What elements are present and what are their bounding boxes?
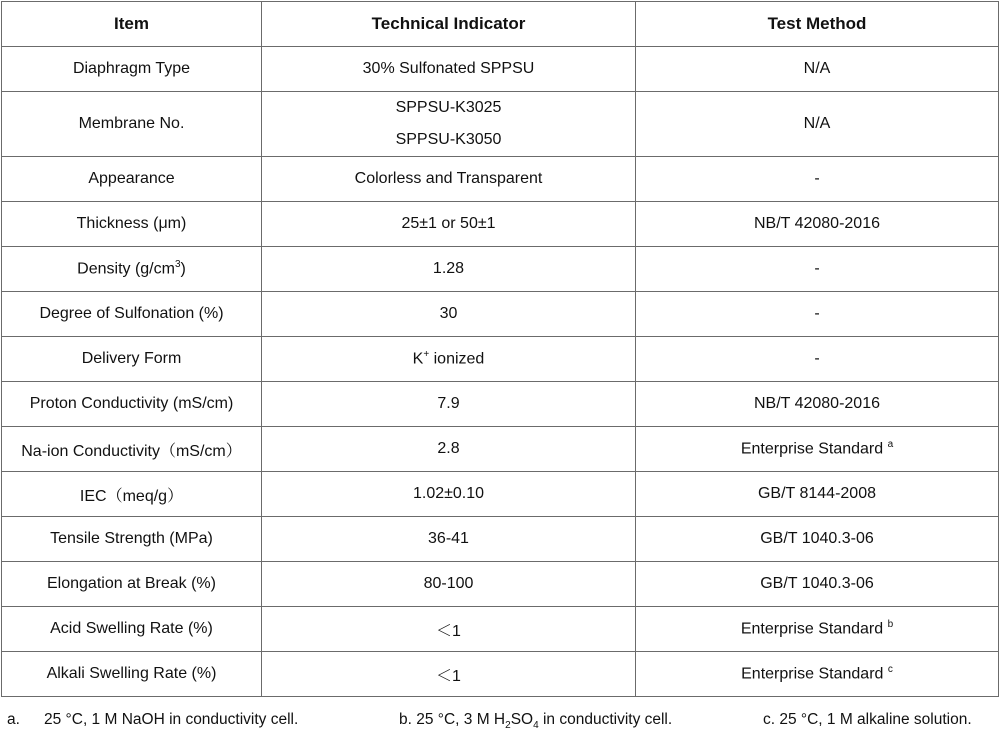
membrane-number: SPPSU-K3050 — [395, 131, 502, 148]
footnote-text: c. 25 °C, 1 M alkaline solution. — [763, 711, 972, 728]
indicator-text: K — [412, 350, 424, 368]
footnote-b — [399, 711, 672, 731]
method-text: Enterprise Standard — [740, 440, 888, 458]
subscript: 2 — [505, 720, 511, 732]
method-cell: - — [636, 337, 999, 382]
indicator-cell: 2.8 — [262, 427, 636, 472]
footnote-marker: a — [887, 439, 894, 451]
indicator-cell: 1.02±0.10 — [262, 472, 636, 517]
footnote-label: a. — [7, 711, 20, 728]
header-technical-indicator: Technical Indicator — [262, 2, 636, 47]
footnote-a — [7, 711, 298, 729]
method-cell: NB/T 42080-2016 — [636, 202, 999, 247]
table-row — [2, 157, 999, 202]
footnote-marker: b — [887, 619, 894, 631]
table-row — [2, 247, 999, 292]
indicator-cell: 25±1 or 50±1 — [262, 202, 636, 247]
table-row — [2, 652, 999, 697]
subscript: 4 — [533, 720, 539, 732]
table-row — [2, 292, 999, 337]
method-text: Enterprise Standard — [741, 665, 888, 683]
method-cell: GB/T 8144-2008 — [636, 472, 999, 517]
method-cell: NB/T 42080-2016 — [636, 382, 999, 427]
spec-table — [1, 1, 999, 697]
item-text-end: ) — [180, 260, 186, 278]
method-cell — [636, 607, 999, 652]
indicator-cell: ＜1 — [262, 607, 636, 652]
table-row — [2, 517, 999, 562]
indicator-cell: ＜1 — [262, 652, 636, 697]
footnote-text: SO — [510, 711, 534, 728]
footnote-marker: c — [887, 664, 893, 676]
table-row — [2, 337, 999, 382]
indicator-cell: 7.9 — [262, 382, 636, 427]
table-row — [2, 47, 999, 92]
item-cell: Thickness (μm) — [2, 202, 262, 247]
indicator-text-end: ionized — [429, 350, 485, 368]
item-cell: IEC（meq/g） — [2, 472, 262, 517]
indicator-cell: 36-41 — [262, 517, 636, 562]
indicator-cell: 30 — [262, 292, 636, 337]
footnote-text: in conductivity cell. — [538, 711, 673, 728]
membrane-number: SPPSU-K3025 — [395, 99, 502, 116]
footnote-c — [763, 711, 972, 729]
item-cell: Na-ion Conductivity（mS/cm） — [2, 427, 262, 472]
method-cell: GB/T 1040.3-06 — [636, 517, 999, 562]
method-cell: GB/T 1040.3-06 — [636, 562, 999, 607]
item-cell: Diaphragm Type — [2, 47, 262, 92]
indicator-cell: 1.28 — [262, 247, 636, 292]
table-row — [2, 382, 999, 427]
item-cell: Elongation at Break (%) — [2, 562, 262, 607]
footnotes — [0, 708, 999, 734]
item-cell: Proton Conductivity (mS/cm) — [2, 382, 262, 427]
table-row — [2, 562, 999, 607]
table-row — [2, 202, 999, 247]
item-cell: Membrane No. — [2, 92, 262, 157]
item-cell: Appearance — [2, 157, 262, 202]
item-cell: Delivery Form — [2, 337, 262, 382]
item-cell: Alkali Swelling Rate (%) — [2, 652, 262, 697]
header-row — [2, 2, 999, 47]
footnote-text: 25 °C, 1 M NaOH in conductivity cell. — [44, 711, 299, 728]
item-text: Density (g/cm — [77, 260, 175, 278]
indicator-cell — [262, 337, 636, 382]
method-cell: - — [636, 292, 999, 337]
header-item: Item — [2, 2, 262, 47]
method-cell: - — [636, 247, 999, 292]
table-row — [2, 607, 999, 652]
method-cell: N/A — [636, 92, 999, 157]
table-row — [2, 92, 999, 157]
item-cell: Tensile Strength (MPa) — [2, 517, 262, 562]
indicator-cell — [262, 92, 636, 157]
superscript: + — [423, 349, 430, 361]
superscript: 3 — [174, 259, 181, 271]
table-row — [2, 472, 999, 517]
table-row — [2, 427, 999, 472]
method-text: Enterprise Standard — [740, 620, 888, 638]
method-cell: - — [636, 157, 999, 202]
header-test-method: Test Method — [636, 2, 999, 47]
item-cell: Acid Swelling Rate (%) — [2, 607, 262, 652]
method-cell — [636, 427, 999, 472]
indicator-cell: 80-100 — [262, 562, 636, 607]
footnote-text: b. 25 °C, 3 M H — [399, 711, 506, 728]
indicator-cell: 30% Sulfonated SPPSU — [262, 47, 636, 92]
indicator-cell: Colorless and Transparent — [262, 157, 636, 202]
item-cell — [2, 247, 262, 292]
item-cell: Degree of Sulfonation (%) — [2, 292, 262, 337]
method-cell — [636, 652, 999, 697]
method-cell: N/A — [636, 47, 999, 92]
